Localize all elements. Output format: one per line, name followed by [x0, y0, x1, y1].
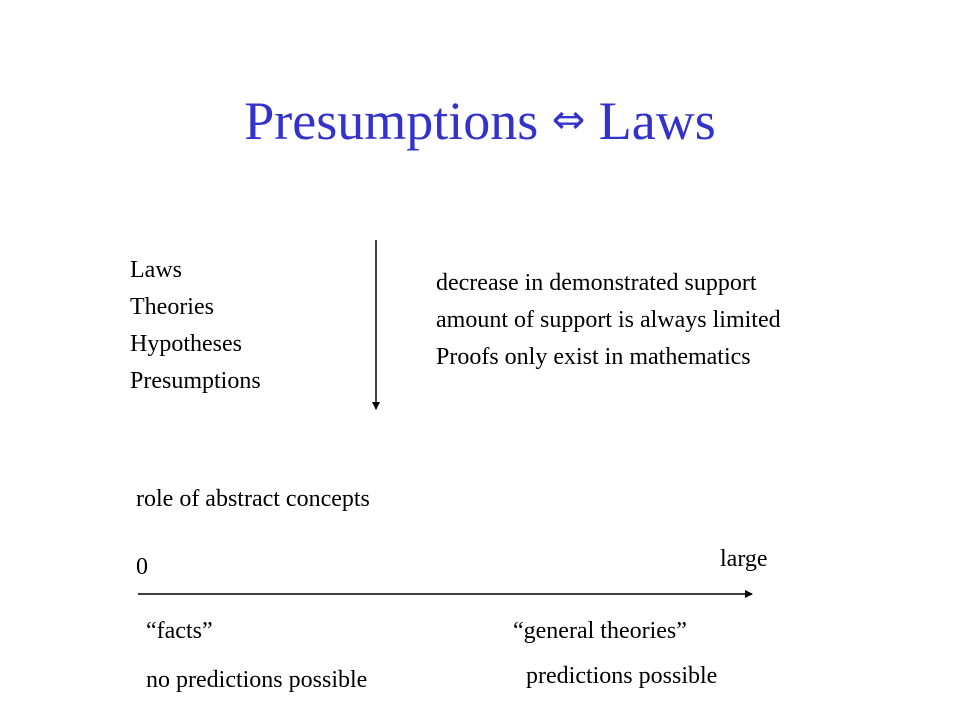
hierarchy-item: Presumptions	[130, 368, 261, 394]
no-predictions-caption: no predictions possible	[146, 667, 368, 693]
scale-heading: role of abstract concepts	[136, 486, 370, 512]
note-item: decrease in demonstrated support	[436, 270, 757, 296]
hierarchy-item: Theories	[130, 294, 214, 320]
note-item: amount of support is always limited	[436, 307, 781, 333]
general-theories-label: “general theories”	[513, 618, 687, 644]
predictions-caption: predictions possible	[526, 663, 718, 689]
scale-end-label: large	[720, 546, 768, 572]
note-item: Proofs only exist in mathematics	[436, 344, 751, 370]
scale-start-label: 0	[136, 554, 148, 580]
title-right: Laws	[598, 91, 716, 151]
hierarchy-item: Hypotheses	[130, 331, 242, 357]
support-notes	[436, 265, 781, 376]
facts-label: “facts”	[146, 618, 213, 644]
title-left: Presumptions	[244, 91, 539, 151]
hierarchy-item: Laws	[130, 257, 182, 283]
double-arrow-icon: ⇔	[551, 97, 586, 143]
